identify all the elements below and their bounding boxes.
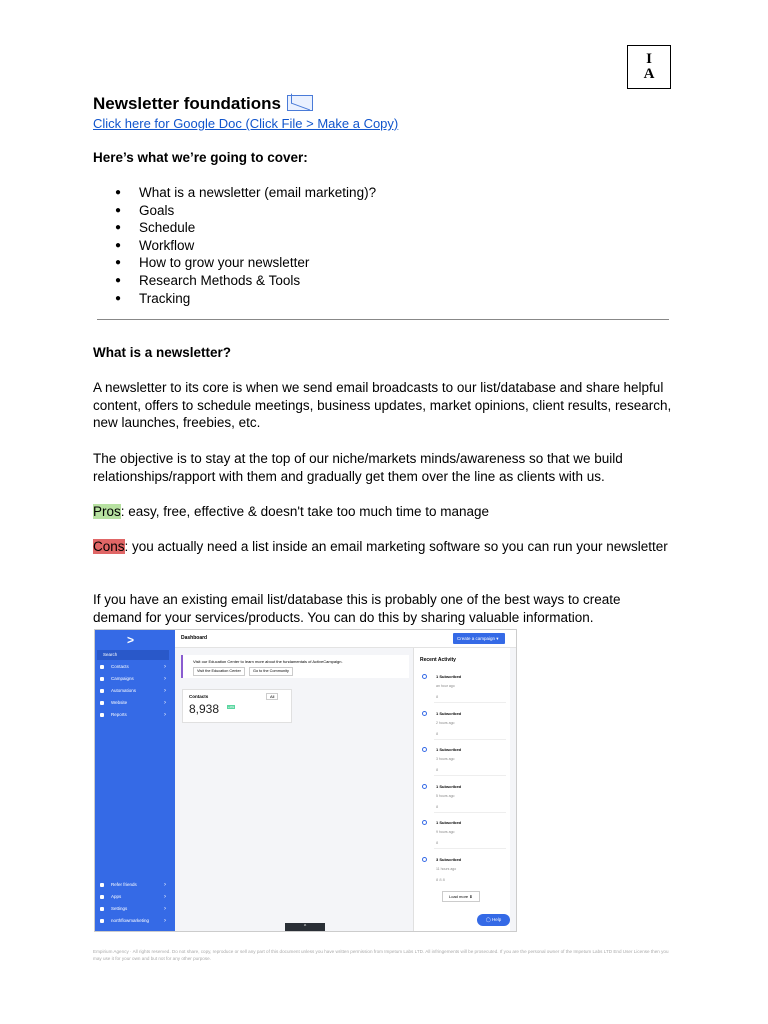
arrow-down-icon: ⬇ — [469, 894, 473, 899]
pros-line — [93, 503, 673, 521]
chevron-right-icon: › — [164, 882, 166, 888]
divider — [434, 739, 506, 740]
activity-avatars: 8 — [436, 694, 439, 699]
list-item: ● Workflow — [115, 237, 376, 255]
activity-avatars: 8 — [436, 731, 439, 736]
recent-activity-panel — [413, 648, 510, 931]
activity-name: 1 Subscribed — [436, 711, 462, 716]
sidebar-item-automations[interactable] — [95, 686, 175, 696]
activity-name: 1 Subscribed — [436, 820, 462, 825]
sidebar-search[interactable]: Search — [97, 650, 169, 660]
sidebar-item-website[interactable] — [95, 698, 175, 708]
education-banner — [181, 655, 409, 678]
banner-text: Visit our Education Center to learn more about the fundamentals of ActiveCampaign. — [193, 659, 343, 664]
chevron-right-icon: › — [164, 676, 166, 682]
logo-letter-i: I — [646, 51, 652, 67]
activity-name: 3 Subscribed — [436, 857, 462, 862]
activity-avatars: 8 — [436, 804, 439, 809]
sidebar-item-label: Apps — [111, 894, 122, 899]
button-label: Load more — [449, 894, 469, 899]
cover-heading: Here’s what we’re going to cover: — [93, 150, 308, 165]
sidebar-item-refer[interactable] — [95, 880, 175, 890]
divider — [434, 775, 506, 776]
contacts-label: Contacts — [189, 694, 209, 699]
activity-name: 1 Subscribed — [436, 674, 462, 679]
reports-icon — [100, 713, 104, 717]
sidebar-item-label: northflowmarketing — [111, 918, 150, 923]
sidebar-item-label: Contacts — [111, 664, 129, 669]
activity-time: 9 hours ago — [436, 830, 455, 834]
footer-disclaimer: Empirium Agency · All rights reserved. Do not share, copy, reproduce or sell any part of this document unless you have written permission from Impetum Labs LTD. All infringements will be prosecuted. If you are the personal owner of the Impetum Labs LTD End User License then you may use it for your own and but not for any other purpose. — [93, 949, 669, 961]
cons-line — [93, 538, 673, 556]
button-label: Help — [492, 917, 502, 922]
activecampaign-screenshot — [94, 629, 517, 932]
list-item: ● How to grow your newsletter — [115, 254, 376, 272]
range-dropdown[interactable]: All — [266, 693, 278, 700]
chevron-right-icon: › — [164, 906, 166, 912]
button-label: Create a campaign — [457, 636, 496, 641]
pros-text: : easy, free, effective & doesn't take too much time to manage — [120, 504, 490, 519]
chevron-down-icon: ▾ — [496, 636, 499, 641]
activity-heading: Recent Activity — [420, 657, 456, 663]
activity-icon — [422, 747, 427, 752]
list-item: ● What is a newsletter (email marketing)? — [115, 184, 376, 202]
divider — [434, 848, 506, 849]
activity-icon — [422, 857, 427, 862]
collapse-tab[interactable]: ^ — [285, 923, 325, 931]
google-doc-link[interactable]: Click here for Google Doc (Click File > Make a Copy) — [93, 116, 399, 131]
activity-item — [414, 855, 510, 887]
list-item: ● Schedule — [115, 219, 376, 237]
activity-item — [414, 782, 510, 814]
chevron-right-icon: › — [164, 918, 166, 924]
activity-item — [414, 672, 510, 704]
chevron-right-icon: › — [164, 688, 166, 694]
app-logo-icon: > — [127, 633, 135, 647]
chevron-right-icon: › — [164, 700, 166, 706]
create-campaign-button[interactable] — [453, 633, 505, 644]
list-item: ● Goals — [115, 202, 376, 220]
gear-icon — [100, 907, 104, 911]
chevron-right-icon: › — [164, 712, 166, 718]
person-icon — [100, 665, 104, 669]
activity-avatars: 8 — [436, 767, 439, 772]
cons-label: Cons — [93, 539, 125, 554]
app-sidebar — [95, 630, 175, 931]
pros-label: Pros — [93, 504, 121, 519]
envelope-icon — [100, 677, 104, 681]
website-icon — [100, 701, 104, 705]
load-more-button[interactable] — [442, 891, 480, 902]
education-center-button[interactable]: Visit the Education Center — [193, 667, 245, 676]
activity-icon — [422, 784, 427, 789]
page-title: Dashboard — [181, 635, 208, 641]
paragraph-definition: A newsletter to its core is when we send email broadcasts to our list/database and share helpful content, offers to schedule meetings, business updates, market opinions, client results, research, new launches, freebies, etc. — [93, 380, 672, 431]
activity-name: 1 Subscribed — [436, 747, 462, 752]
sidebar-item-label: Refer friends — [111, 882, 137, 887]
activity-icon — [422, 711, 427, 716]
community-button[interactable]: Go to the Community — [249, 667, 293, 676]
activity-avatars: 8 — [436, 840, 439, 845]
sidebar-item-label: Automations — [111, 688, 137, 693]
sidebar-item-contacts[interactable] — [95, 662, 175, 672]
section-heading: What is a newsletter? — [93, 345, 232, 360]
brand-logo — [627, 45, 671, 89]
automation-icon — [100, 689, 104, 693]
sidebar-item-campaigns[interactable] — [95, 674, 175, 684]
activity-time: 2 hours ago — [436, 721, 455, 725]
activity-time: 11 hours ago — [436, 867, 457, 871]
document-title — [93, 94, 313, 114]
logo-letter-a: A — [643, 66, 655, 82]
avatar — [100, 919, 104, 923]
list-item: ● Research Methods & Tools — [115, 272, 376, 290]
sidebar-item-label: Settings — [111, 906, 128, 911]
title-text: Newsletter foundations — [93, 94, 281, 113]
sidebar-item-label: Website — [111, 700, 128, 705]
envelope-icon — [287, 95, 313, 111]
sidebar-item-reports[interactable] — [95, 710, 175, 720]
sidebar-item-label: Campaigns — [111, 676, 134, 681]
paragraph-objective: The objective is to stay at the top of our niche/markets minds/awareness so that we build relationships/rapport with them and gradually get them over the line as clients with us. — [93, 451, 623, 484]
sidebar-item-account[interactable] — [95, 916, 175, 926]
help-button[interactable] — [477, 914, 510, 926]
sidebar-item-settings[interactable] — [95, 904, 175, 914]
chevron-right-icon: › — [164, 894, 166, 900]
activity-time: 5 hours ago — [436, 794, 455, 798]
activity-avatars: 8 8 8 — [436, 877, 445, 882]
activity-icon — [422, 674, 427, 679]
activity-time: 3 hours ago — [436, 757, 455, 761]
activity-name: 1 Subscribed — [436, 784, 462, 789]
activity-time: an hour ago — [436, 684, 455, 688]
cover-list — [115, 184, 376, 307]
paragraph-demand: If you have an existing email list/database this is probably one of the best ways to create demand for your services/products. You can do this by sharing valuable information. — [93, 592, 621, 625]
heart-icon — [100, 883, 104, 887]
list-item: ● Tracking — [115, 290, 376, 308]
activity-item — [414, 818, 510, 850]
contacts-card — [182, 689, 292, 723]
horizontal-divider — [97, 319, 669, 320]
apps-icon — [100, 895, 104, 899]
chat-icon: ◯ — [485, 917, 491, 922]
change-badge: +0% — [228, 705, 235, 709]
sidebar-item-apps[interactable] — [95, 892, 175, 902]
divider — [434, 812, 506, 813]
sidebar-item-label: Reports — [111, 712, 127, 717]
contacts-value: 8,938 — [189, 702, 220, 716]
activity-item — [414, 745, 510, 777]
chevron-right-icon: › — [164, 664, 166, 670]
cons-text: : you actually need a list inside an email marketing software so you can run your newsletter — [124, 539, 668, 554]
app-topbar — [175, 630, 516, 648]
activity-item — [414, 709, 510, 741]
divider — [434, 702, 506, 703]
activity-icon — [422, 820, 427, 825]
